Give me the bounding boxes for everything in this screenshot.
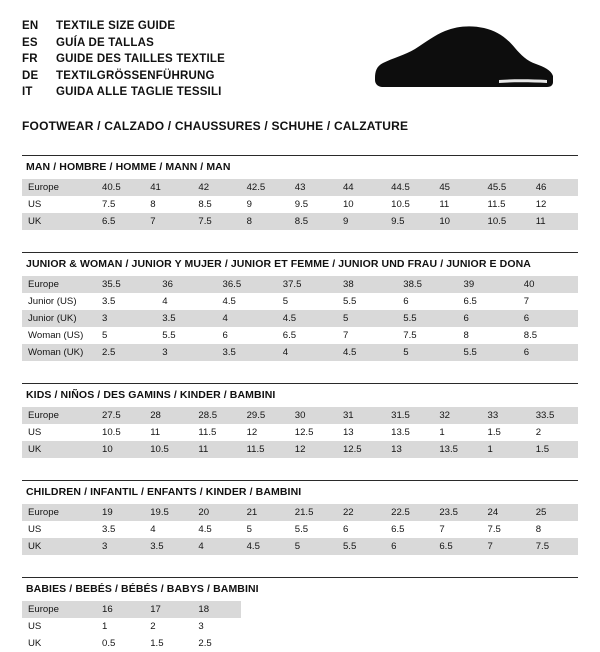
cell: 5.5 <box>343 295 357 307</box>
cell-empty <box>385 601 433 618</box>
size-table-man <box>22 179 578 230</box>
cell-empty <box>530 601 578 618</box>
language-code: EN <box>22 20 39 32</box>
cell: 9 <box>337 213 385 230</box>
cell: 11.5 <box>198 426 217 438</box>
cell-empty <box>530 618 578 635</box>
cell: 7 <box>439 523 445 535</box>
table-row <box>22 424 578 441</box>
cell: 1.5 <box>530 441 578 458</box>
row-label: Junior (US) <box>28 295 77 307</box>
language-title-list <box>22 18 225 101</box>
group-title: JUNIOR & WOMAN / JUNIOR Y MUJER / JUNIOR ET FEMME / JUNIOR UND FRAU / JUNIOR E DONA <box>22 252 578 276</box>
cell: 1 <box>439 426 445 438</box>
cell: 12 <box>246 426 258 438</box>
cell: 8.5 <box>523 329 538 341</box>
cell-empty <box>433 635 481 652</box>
table-row <box>22 504 578 521</box>
table-row <box>22 601 578 618</box>
cell: 1 <box>102 620 108 632</box>
cell: 6 <box>342 523 349 535</box>
cell-empty <box>337 601 385 618</box>
cell: 3.5 <box>217 344 277 361</box>
header <box>22 18 578 101</box>
cell: 5.5 <box>397 310 457 327</box>
language-code: FR <box>22 53 38 65</box>
table-row <box>22 441 578 458</box>
group-title: BABIES / BEBÉS / BÉBÉS / BABYS / BAMBINI <box>22 577 578 601</box>
cell: 23.5 <box>433 504 481 521</box>
cell: 6.5 <box>433 538 481 555</box>
cell: 4.5 <box>241 538 289 555</box>
cell-empty <box>482 601 530 618</box>
cell: 44 <box>337 179 385 196</box>
group-title: CHILDREN / INFANTIL / ENFANTS / KINDER / BAMBINI <box>22 480 578 504</box>
row-label: UK <box>22 538 96 555</box>
cell: 30 <box>289 407 337 424</box>
language-row <box>22 18 225 35</box>
table-row <box>22 327 578 344</box>
group-babies <box>22 577 578 652</box>
cell: 4 <box>162 295 168 307</box>
cell: 8 <box>535 523 542 535</box>
cell: 4 <box>150 523 156 535</box>
cell: 38 <box>337 276 397 293</box>
cell: 12.5 <box>337 441 385 458</box>
cell: 6 <box>222 329 228 341</box>
cell: 46 <box>530 179 578 196</box>
page-title: FOOTWEAR / CALZADO / CHAUSSURES / SCHUHE / CALZATURE <box>22 118 409 133</box>
cell: 24 <box>482 504 530 521</box>
cell: 5 <box>102 329 108 341</box>
language-code: IT <box>22 86 33 98</box>
cell: 12.5 <box>294 426 314 438</box>
cell: 13 <box>342 426 354 438</box>
cell: 22.5 <box>385 504 433 521</box>
cell: 28.5 <box>192 407 240 424</box>
language-title: GUIDA ALLE TAGLIE TESSILI <box>56 86 222 98</box>
cell: 8.5 <box>289 213 337 230</box>
cell: 6 <box>458 310 518 327</box>
group-title: KIDS / NIÑOS / DES GAMINS / KINDER / BAMBINI <box>22 383 578 407</box>
cell-empty <box>241 601 289 618</box>
cell: 5 <box>337 310 397 327</box>
cell: 8.5 <box>198 198 212 210</box>
row-label: Woman (US) <box>28 329 84 341</box>
row-label: Europe <box>22 276 96 293</box>
cell: 3 <box>156 344 216 361</box>
cell: 41 <box>144 179 192 196</box>
language-title: TEXTILE SIZE GUIDE <box>56 20 176 32</box>
cell: 3.5 <box>102 295 116 307</box>
language-row <box>22 51 225 68</box>
cell-empty <box>433 618 481 635</box>
cell: 27.5 <box>96 407 144 424</box>
cell: 12 <box>535 198 547 210</box>
table-row <box>22 521 578 538</box>
cell-empty <box>482 618 530 635</box>
cell: 3.5 <box>102 523 116 535</box>
cell: 21 <box>241 504 289 521</box>
cell: 1.5 <box>150 637 164 649</box>
group-title: MAN / HOMBRE / HOMME / MANN / MAN <box>22 155 578 179</box>
cell: 7.5 <box>487 523 501 535</box>
cell: 37.5 <box>277 276 337 293</box>
cell: 8 <box>150 198 156 210</box>
cell: 36 <box>156 276 216 293</box>
language-title: TEXTILGRÖSSENFÜHRUNG <box>56 69 215 82</box>
cell-empty <box>385 635 433 652</box>
cell: 45 <box>433 179 481 196</box>
language-row <box>22 35 225 52</box>
cell: 11.5 <box>487 198 506 210</box>
cell: 4.5 <box>337 344 397 361</box>
cell: 3 <box>198 620 204 632</box>
cell: 10 <box>342 198 354 210</box>
cell: 7 <box>482 538 530 555</box>
group-junior-woman <box>22 252 578 361</box>
cell: 17 <box>144 601 192 618</box>
cell: 2.5 <box>198 637 212 649</box>
cell: 3 <box>96 310 156 327</box>
cell: 40.5 <box>96 179 144 196</box>
cell-empty <box>433 601 481 618</box>
row-label: US <box>28 426 42 438</box>
cell: 7.5 <box>403 329 417 341</box>
cell: 1 <box>482 441 530 458</box>
cell: 5.5 <box>294 523 309 535</box>
row-label: US <box>28 620 42 632</box>
cell: 7.5 <box>192 213 240 230</box>
cell-empty <box>530 635 578 652</box>
cell: 18 <box>192 601 240 618</box>
cell: 28 <box>144 407 192 424</box>
cell: 43 <box>289 179 337 196</box>
cell: 4.5 <box>198 523 212 535</box>
cell: 7.5 <box>530 538 578 555</box>
cell-empty <box>337 618 385 635</box>
cell: 10.5 <box>144 441 192 458</box>
row-label: UK <box>22 441 96 458</box>
cell: 33.5 <box>530 407 578 424</box>
language-row <box>22 84 225 101</box>
cell: 5 <box>282 295 289 307</box>
cell: 22 <box>337 504 385 521</box>
group-man <box>22 155 578 230</box>
cell-empty <box>289 601 337 618</box>
cell: 38.5 <box>397 276 457 293</box>
cell: 45.5 <box>482 179 530 196</box>
cell: 21.5 <box>289 504 337 521</box>
cell: 6 <box>385 538 433 555</box>
cell: 6.5 <box>282 329 297 341</box>
cell: 44.5 <box>385 179 433 196</box>
cell: 3 <box>96 538 144 555</box>
cell-empty <box>241 618 289 635</box>
cell: 5 <box>397 344 457 361</box>
cell: 33 <box>482 407 530 424</box>
row-label: UK <box>22 213 96 230</box>
cell: 35.5 <box>96 276 156 293</box>
group-children <box>22 480 578 555</box>
cell: 2 <box>150 620 156 632</box>
size-table-kids <box>22 407 578 458</box>
cell: 12 <box>289 441 337 458</box>
size-table-babies <box>22 601 578 652</box>
cell: 6 <box>518 344 578 361</box>
size-table-junior-woman <box>22 276 578 361</box>
language-code: ES <box>22 36 38 49</box>
table-row <box>22 344 578 361</box>
cell: 31.5 <box>385 407 433 424</box>
cell-empty <box>482 635 530 652</box>
cell: 42 <box>192 179 240 196</box>
cell-empty <box>289 635 337 652</box>
language-code: DE <box>22 69 39 82</box>
cell: 40 <box>518 276 578 293</box>
cell-empty <box>241 635 289 652</box>
row-label: UK <box>28 637 42 649</box>
cell: 5.5 <box>337 538 385 555</box>
cell: 0.5 <box>102 637 116 649</box>
cell: 7.5 <box>102 198 116 210</box>
cell: 4 <box>192 538 240 555</box>
cell: 6.5 <box>391 523 405 535</box>
table-row <box>22 618 578 635</box>
cell-empty <box>289 618 337 635</box>
row-label: Europe <box>22 407 96 424</box>
size-table-children <box>22 504 578 555</box>
language-title: GUIDE DES TAILLES TEXTILE <box>56 53 225 65</box>
cell: 42.5 <box>241 179 289 196</box>
table-row <box>22 196 578 213</box>
table-row <box>22 635 578 652</box>
cell: 10.5 <box>102 426 121 438</box>
cell: 7 <box>343 329 349 341</box>
cell: 4.5 <box>222 295 236 307</box>
table-row <box>22 179 578 196</box>
cell: 7 <box>523 295 530 307</box>
cell: 5 <box>289 538 337 555</box>
cell: 6 <box>403 295 409 307</box>
cell: 32 <box>433 407 481 424</box>
cell: 20 <box>192 504 240 521</box>
cell: 8 <box>241 213 289 230</box>
cell: 9.5 <box>294 198 309 210</box>
cell: 16 <box>96 601 144 618</box>
row-label: Junior (UK) <box>22 310 96 327</box>
language-title: GUÍA DE TALLAS <box>56 36 154 49</box>
cell: 2 <box>535 426 542 438</box>
cell-empty <box>385 618 433 635</box>
cell: 9 <box>246 198 252 210</box>
cell: 3.5 <box>156 310 216 327</box>
cell: 7 <box>144 213 192 230</box>
table-row <box>22 310 578 327</box>
row-label: Woman (UK) <box>22 344 96 361</box>
cell: 13 <box>385 441 433 458</box>
cell: 1.5 <box>487 426 501 438</box>
cell: 5 <box>246 523 252 535</box>
cell: 13.5 <box>433 441 481 458</box>
cell: 11 <box>192 441 240 458</box>
cell: 11 <box>150 426 161 438</box>
cell-empty <box>337 635 385 652</box>
cell: 13.5 <box>391 426 410 438</box>
cell: 29.5 <box>241 407 289 424</box>
cell: 10 <box>433 213 481 230</box>
cell: 9.5 <box>385 213 433 230</box>
cell: 6.5 <box>463 295 477 307</box>
cell: 6 <box>518 310 578 327</box>
group-kids <box>22 383 578 458</box>
table-row <box>22 276 578 293</box>
table-row <box>22 213 578 230</box>
table-row <box>22 538 578 555</box>
dress-shoe-icon <box>371 22 556 94</box>
cell: 36.5 <box>217 276 277 293</box>
cell: 4 <box>277 344 337 361</box>
cell: 8 <box>463 329 469 341</box>
cell: 31 <box>337 407 385 424</box>
row-label: Europe <box>22 601 96 618</box>
cell: 11 <box>439 198 450 210</box>
row-label: Europe <box>22 179 96 196</box>
cell: 10 <box>96 441 144 458</box>
row-label: US <box>28 523 42 535</box>
row-label: Europe <box>22 504 96 521</box>
cell: 10.5 <box>391 198 410 210</box>
cell: 19 <box>96 504 144 521</box>
table-row <box>22 407 578 424</box>
cell: 25 <box>530 504 578 521</box>
cell: 19.5 <box>144 504 192 521</box>
cell: 11.5 <box>241 441 289 458</box>
cell: 5.5 <box>162 329 176 341</box>
language-row <box>22 68 225 85</box>
cell: 10.5 <box>482 213 530 230</box>
cell: 4.5 <box>277 310 337 327</box>
cell: 39 <box>458 276 518 293</box>
cell: 4 <box>217 310 277 327</box>
cell: 5.5 <box>458 344 518 361</box>
cell: 6.5 <box>96 213 144 230</box>
cell: 11 <box>530 213 578 230</box>
cell: 3.5 <box>144 538 192 555</box>
row-label: US <box>28 198 42 210</box>
cell: 2.5 <box>96 344 156 361</box>
table-row <box>22 293 578 310</box>
